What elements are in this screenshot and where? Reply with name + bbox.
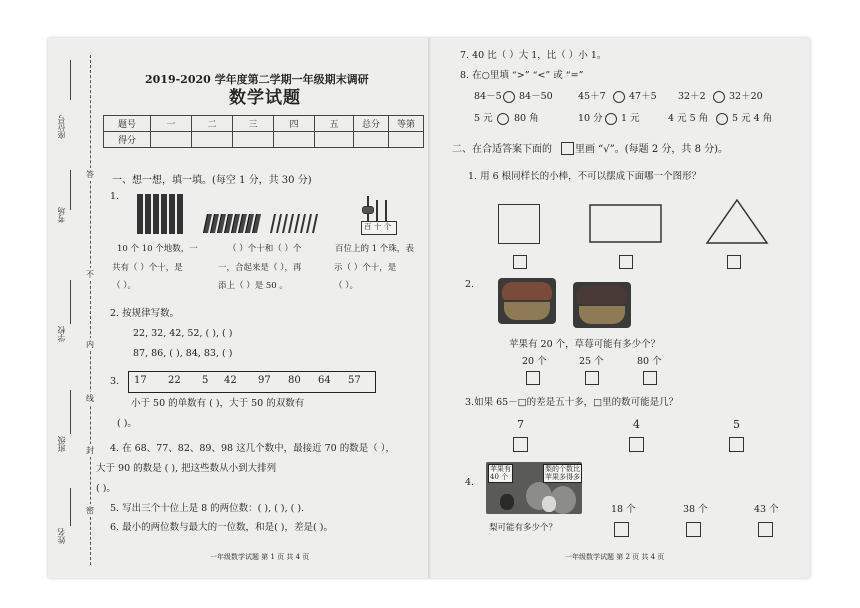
q8-item: 5 元 4 角 xyxy=(732,113,773,124)
q8-item: 32＋2 xyxy=(678,91,706,102)
answer-circle[interactable] xyxy=(503,91,515,103)
page-2-footer: 一年级数学试题 第 2 页 共 4 页 xyxy=(565,553,665,561)
answer-box[interactable] xyxy=(727,255,741,269)
q6-text: 6. 最小的两位数与最大的一位数，和是( )，差是( )。 xyxy=(110,522,333,533)
exam-room-label: 考场 xyxy=(57,207,66,223)
square-shape xyxy=(498,204,540,244)
section2-q3: 3.如果 65－□的差是五十多，□里的数可能是几？ xyxy=(465,397,679,408)
q3-option: 4 xyxy=(633,418,640,431)
number-item: 64 xyxy=(318,375,331,386)
class-underline xyxy=(70,390,71,434)
page-1-footer: 一年级数学试题 第 1 页 共 4 页 xyxy=(210,553,310,561)
number-item: 42 xyxy=(224,375,237,386)
q5-text: 5. 写出三个十位上是 8 的两位数：( ), ( ), ( ). xyxy=(110,503,305,514)
q1-text: 共有（ ）个十，是 xyxy=(112,263,183,273)
q8-item: 10 分 xyxy=(578,113,603,124)
score-header: 五 xyxy=(315,116,354,132)
q1-text: （ ）。 xyxy=(112,281,136,291)
triangle-shape xyxy=(705,198,769,246)
section2-q4-number: 4. xyxy=(465,477,475,488)
abacus-place-labels: 百 十 个 xyxy=(364,222,392,231)
q3-text-2: ( )。 xyxy=(117,418,137,429)
answer-circle[interactable] xyxy=(605,113,617,125)
q1-text: 10 个 10 个地数，一 xyxy=(117,244,198,254)
score-cell[interactable] xyxy=(233,132,274,148)
answer-box[interactable] xyxy=(513,437,528,452)
q1-text: （ ）个十和（ ）个 xyxy=(228,244,302,254)
score-header: 一 xyxy=(151,116,192,132)
q8-item: 4 元 5 角 xyxy=(668,113,709,124)
score-header: 二 xyxy=(192,116,233,132)
class-label: 班级 xyxy=(57,436,66,452)
q8-item: 45＋7 xyxy=(578,91,606,102)
seat-label: 座位号 xyxy=(57,115,66,139)
apple-basket-image xyxy=(498,278,556,324)
score-header: 四 xyxy=(274,116,315,132)
q8-item: 80 角 xyxy=(514,113,539,124)
q4-text-3: ( )。 xyxy=(96,483,116,494)
number-item: 22 xyxy=(168,375,181,386)
q4-option: 43 个 xyxy=(754,504,779,515)
exam-subject-title: 数学试题 xyxy=(229,88,301,108)
q3-text-1: 小于 50 的单数有 ( )，大于 50 的双数有 xyxy=(131,398,305,409)
q8-item: 47＋5 xyxy=(629,91,657,102)
score-cell[interactable] xyxy=(192,132,233,148)
speech-bubble-pears: 梨的个数比 苹果多得多 xyxy=(543,464,582,483)
score-header: 等第 xyxy=(389,116,424,132)
school-underline xyxy=(70,280,71,324)
answer-box[interactable] xyxy=(686,522,701,537)
q2-option: 20 个 xyxy=(522,356,547,367)
score-row-label: 得分 xyxy=(104,132,151,148)
q8-item: 32＋20 xyxy=(729,91,763,102)
page-fold xyxy=(428,38,432,578)
answer-box[interactable] xyxy=(585,371,599,385)
q1-text: 一，合起来是（ ），再 xyxy=(218,263,302,273)
q8-label: 8. 在○里填 “>” “<” 或 “=” xyxy=(460,70,584,81)
answer-box[interactable] xyxy=(513,255,527,269)
number-list-box xyxy=(128,371,376,393)
name-label: 姓名 xyxy=(57,528,66,544)
q1-text: 添上（ ）是 50 。 xyxy=(218,281,288,291)
score-header: 总分 xyxy=(354,116,389,132)
score-cell[interactable] xyxy=(274,132,315,148)
question-1-number: 1. xyxy=(110,191,120,202)
q4-option: 38 个 xyxy=(683,504,708,515)
answer-box[interactable] xyxy=(729,437,744,452)
margin-word: 内 xyxy=(86,340,94,349)
answer-circle[interactable] xyxy=(497,113,509,125)
answer-circle[interactable] xyxy=(716,113,728,125)
answer-circle[interactable] xyxy=(713,91,725,103)
q4-option: 18 个 xyxy=(611,504,636,515)
score-cell[interactable] xyxy=(315,132,354,148)
q7-text: 7. 40 比（ ）大 1，比（ ）小 1。 xyxy=(460,50,607,61)
name-underline xyxy=(70,488,71,526)
q4-text-1: 4. 在 68、77、82、89、98 这几个数中，最接近 70 的数是（ ）， xyxy=(110,443,395,454)
rectangle-shape xyxy=(589,204,663,244)
q8-item: 84－50 xyxy=(519,91,553,102)
number-item: 57 xyxy=(348,375,361,386)
q2-sequence-2: 87, 86, ( ), 84, 83, ( ) xyxy=(133,348,233,359)
number-item: 97 xyxy=(258,375,271,386)
q2-option: 80 个 xyxy=(637,356,662,367)
section-two-heading-end: 里画 “√”。(每题 2 分，共 8 分)。 xyxy=(575,144,729,155)
score-header-row xyxy=(104,116,424,132)
answer-circle[interactable] xyxy=(613,91,625,103)
answer-box[interactable] xyxy=(619,255,633,269)
score-cell[interactable] xyxy=(389,132,424,148)
section-two-heading-start: 二、在合适答案下面的 xyxy=(452,144,552,155)
section2-q2-number: 2. xyxy=(465,279,475,290)
margin-word: 答 xyxy=(86,170,94,179)
margin-word: 不 xyxy=(86,270,94,279)
school-label: 学校 xyxy=(57,326,66,342)
section-one-heading: 一、想一想，填一填。(每空 1 分，共 30 分) xyxy=(112,175,312,186)
question-3-number: 3. xyxy=(110,376,120,387)
score-header: 三 xyxy=(233,116,274,132)
binding-line xyxy=(90,55,91,565)
q2-sequence-1: 22, 32, 42, 52, ( ), ( ) xyxy=(133,328,233,339)
number-item: 5 xyxy=(202,375,209,386)
answer-box[interactable] xyxy=(614,522,629,537)
q1-text: 示（ ）个十，是 xyxy=(334,263,397,273)
answer-box[interactable] xyxy=(629,437,644,452)
score-table xyxy=(103,115,424,148)
q3-option: 5 xyxy=(733,418,740,431)
score-value-row xyxy=(104,132,424,148)
section2-q1: 1. 用 6 根同样长的小棒，不可以摆成下面哪一个图形？ xyxy=(468,171,702,182)
answer-box-icon xyxy=(561,142,574,155)
number-item: 80 xyxy=(288,375,301,386)
exam-title: 2019-2020 学年度第二学期一年级期末调研 xyxy=(145,73,369,86)
margin-word: 线 xyxy=(86,394,94,403)
score-header: 题号 xyxy=(104,116,151,132)
margin-word: 密 xyxy=(86,506,94,515)
seat-underline xyxy=(70,60,71,100)
q2-option: 25 个 xyxy=(579,356,604,367)
exam-room-underline xyxy=(70,170,71,210)
speech-bubble-apples: 苹果有 40 个 xyxy=(488,464,513,483)
section2-q4-question: 梨可能有多少个？ xyxy=(489,523,558,533)
q4-text-2: 大于 90 的数是 ( ), 把这些数从小到大排列 xyxy=(96,463,277,474)
margin-word: 封 xyxy=(86,446,94,455)
q8-item: 5 元 xyxy=(474,113,493,124)
score-cell[interactable] xyxy=(354,132,389,148)
answer-box[interactable] xyxy=(643,371,657,385)
q1-text: （ ）。 xyxy=(334,281,358,291)
section2-q2-question: 苹果有 20 个，草莓可能有多少个？ xyxy=(509,339,661,350)
question-2-label: 2. 按规律写数。 xyxy=(110,308,180,319)
answer-box[interactable] xyxy=(526,371,540,385)
q3-option: 7 xyxy=(517,418,524,431)
number-item: 17 xyxy=(134,375,147,386)
q1-text: 百位上的 1 个珠，表 xyxy=(335,244,414,254)
answer-box[interactable] xyxy=(758,522,773,537)
score-cell[interactable] xyxy=(151,132,192,148)
q8-item: 1 元 xyxy=(621,113,640,124)
strawberry-basket-image xyxy=(573,282,631,328)
q8-item: 84－5 xyxy=(474,91,502,102)
